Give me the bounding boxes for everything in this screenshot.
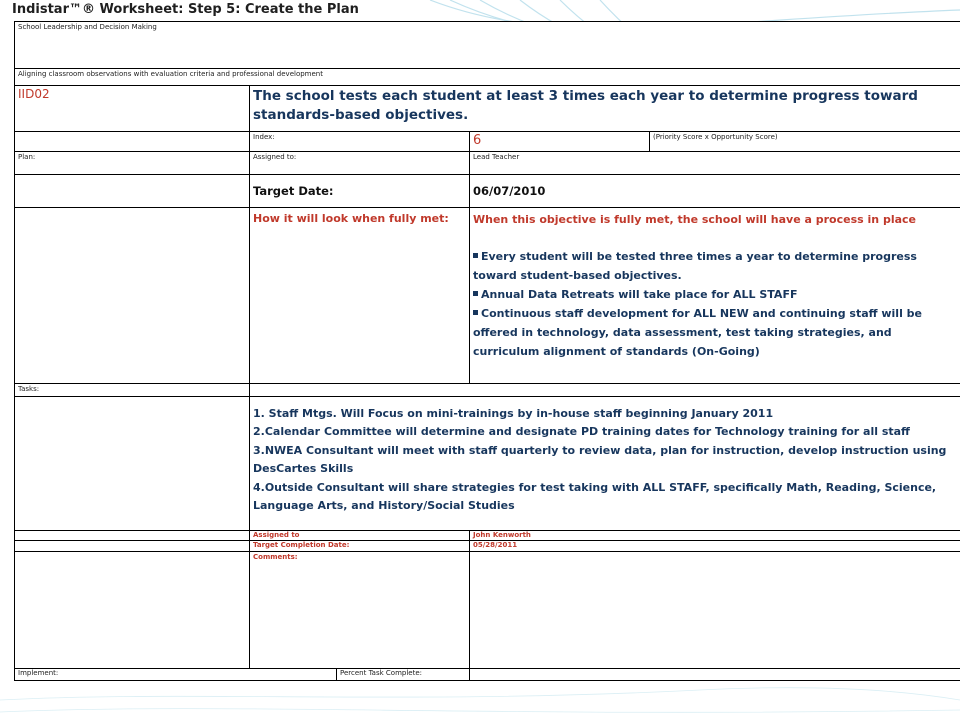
task-assigned-label: Assigned to: [253, 531, 300, 540]
index-label-cell: [250, 131, 470, 152]
task-item: 2.Calendar Committee will determine and designate PD training dates for Technology training for all staff: [253, 425, 910, 439]
objective-cell: [250, 85, 960, 131]
task-assigned-blank-cell: [15, 531, 250, 541]
tasks-header-blank-cell: [250, 384, 960, 396]
worksheet-title: Indistar™® Worksheet: Step 5: Create the Plan: [12, 2, 359, 17]
task-assigned-value-cell: [470, 531, 960, 541]
fully-met-bullet: [473, 285, 957, 304]
task-assigned-label-cell: [250, 531, 470, 541]
comments-field[interactable]: [470, 551, 960, 668]
area-label: School Leadership and Decision Making: [18, 23, 157, 31]
task-completion-blank-cell: [15, 541, 250, 551]
fully-met-bullet-text: Every student will be tested three times a year to determine progress toward student-based objectives.: [473, 249, 917, 282]
index-blank-cell: [15, 131, 250, 152]
fully-met-label: How it will look when fully met:: [253, 211, 449, 225]
fully-met-intro: When this objective is fully met, the school will have a process in place: [473, 212, 916, 226]
tasks-label: Tasks:: [18, 385, 40, 394]
fully-met-blank-cell: [15, 207, 250, 384]
plan-worksheet-table: [14, 21, 960, 681]
task-completion-value: 05/28/2011: [473, 541, 518, 550]
assigned-label: Assigned to:: [253, 153, 297, 162]
indicator-code-cell: [15, 85, 250, 131]
task-item: 3.NWEA Consultant will meet with staff quarterly to review data, plan for instruction, develop instruction using DesCartes Skills: [253, 443, 947, 476]
comments-blank-cell: [15, 551, 250, 668]
implement-label-cell: [15, 668, 337, 680]
plan-label: Plan:: [18, 153, 36, 162]
task-completion-value-cell: [470, 541, 960, 551]
tasks-label-cell: [15, 384, 250, 396]
target-date-blank-cell: [15, 174, 250, 207]
target-date-value-cell: [470, 174, 960, 207]
index-value-cell: [470, 131, 650, 152]
target-date-label: Target Date:: [253, 183, 334, 198]
fully-met-bullet-text: Continuous staff development for ALL NEW and continuing staff will be offered in technology, data assessment, test taking strategies, and curriculum alignment of standards (On-Going): [473, 306, 923, 358]
plan-label-cell: [15, 152, 250, 175]
indicator-group-cell: [15, 69, 960, 85]
percent-complete-field[interactable]: [470, 668, 960, 680]
fully-met-description-cell: [470, 207, 960, 384]
area-cell: [15, 22, 960, 69]
assigned-value: Lead Teacher: [473, 153, 520, 162]
objective-text: The school tests each student at least 3 times each year to determine progress toward standards-based objectives.: [253, 87, 918, 123]
comments-label: Comments:: [253, 552, 298, 561]
index-label: Index:: [253, 132, 275, 141]
indicator-code: IID02: [18, 86, 50, 101]
index-note: (Priority Score x Opportunity Score): [653, 132, 778, 141]
comments-label-cell: [250, 551, 470, 668]
fully-met-bullet: [473, 304, 957, 361]
task-assigned-value: John Kenworth: [473, 531, 531, 540]
indicator-group-label: Aligning classroom observations with evaluation criteria and professional development: [18, 70, 323, 79]
task-item: 1. Staff Mtgs. Will Focus on mini-trainings by in-house staff beginning January 2011: [253, 406, 774, 420]
task-item: 4.Outside Consultant will share strategies for test taking with ALL STAFF, specifically Math, Reading, Science, Language Arts, and History/Social Studies: [253, 480, 937, 513]
target-date-label-cell: [250, 174, 470, 207]
fully-met-bullet: [473, 247, 957, 285]
assigned-value-cell: [470, 152, 960, 175]
square-bullet-icon: [473, 291, 478, 296]
square-bullet-icon: [473, 310, 478, 315]
target-date-value: 06/07/2010: [473, 183, 546, 198]
percent-label: Percent Task Complete:: [340, 668, 422, 677]
index-value: 6: [473, 132, 482, 148]
square-bullet-icon: [473, 253, 478, 258]
assigned-label-cell: [250, 152, 470, 175]
task-completion-label: Target Completion Date:: [253, 541, 350, 550]
task-completion-label-cell: [250, 541, 470, 551]
tasks-blank-cell: [15, 396, 250, 530]
implement-label: Implement:: [18, 668, 59, 677]
fully-met-label-cell: [250, 207, 470, 384]
percent-label-cell: [337, 668, 470, 680]
index-note-cell: [650, 131, 960, 152]
fully-met-bullet-text: Annual Data Retreats will take place for ALL STAFF: [481, 287, 798, 301]
tasks-list-cell: [250, 396, 960, 530]
